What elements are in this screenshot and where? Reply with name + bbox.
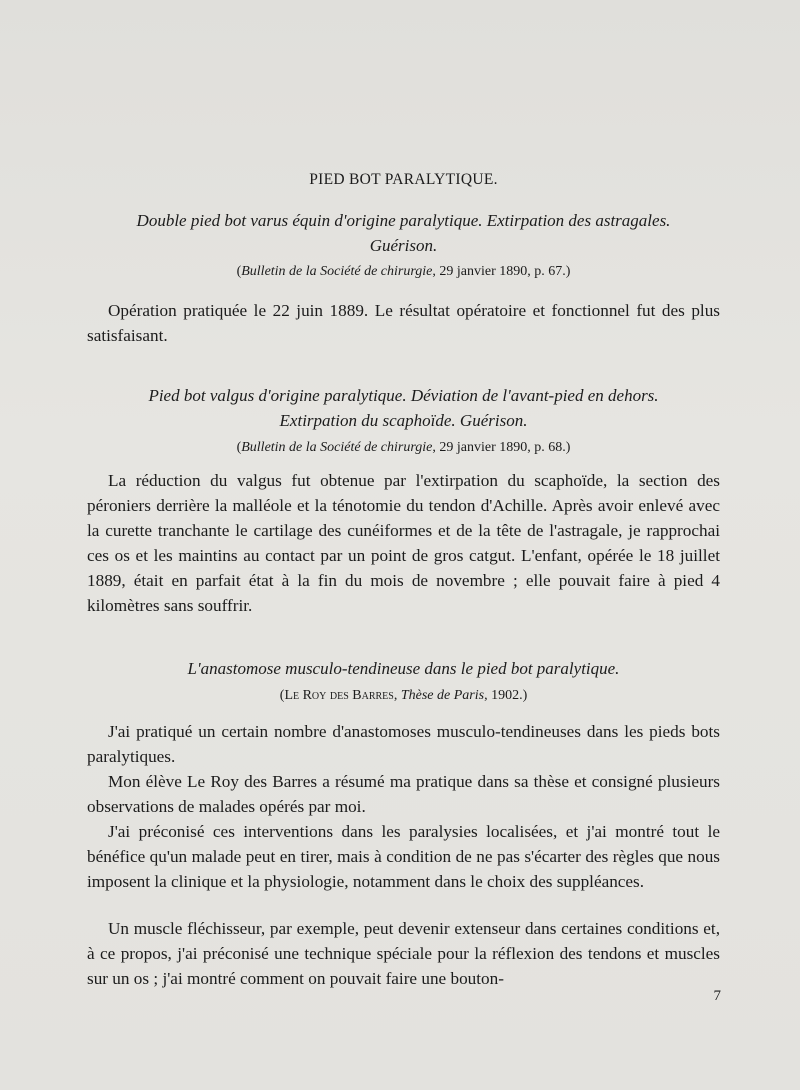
section-3-citation: (Le Roy des Barres, Thèse de Paris, 1902.): [279, 688, 528, 703]
section-2-paragraph-1: La réduction du valgus fut obtenue par l'extirpation du scaphoïde, la section des péroniers derrière la malléole et la ténotomie du tendon d'Achille. Après avoir enlevé avec la curette tranchante le cartilage des cunéiformes et de la tête de l'astragale, je rapprochai ces os et les maintins au contact par un point de gros catgut. L'enfant, opérée le 18 juillet 1889, était en parfait état à la fin du mois de novembre ; elle pouvait faire à pied 4 kilomètres sans souffrir.: [87, 471, 720, 615]
section-1-citation: (Bulletin de la Société de chirurgie, 29 janvier 1890, p. 67.): [236, 264, 571, 279]
section-3-paragraph-4: Un muscle fléchisseur, par exemple, peut devenir extenseur dans certaines conditions et, à ce propos, j'ai préconisé une technique spéciale pour la réflexion des tendons et muscles sur un os ; j'ai montré comment on pouvait faire une bouton-: [87, 919, 720, 988]
section-3-title-line-1: L'anastomose musculo-tendineuse dans le pied bot paralytique.: [187, 659, 620, 678]
citation-source: Bulletin de la Société de chirurgie: [241, 440, 433, 455]
citation-source: Bulletin de la Société de chirurgie: [241, 264, 433, 279]
section-1-paragraph-1: Opération pratiquée le 22 juin 1889. Le résultat opératoire et fonctionnel fut des plus satisfaisant.: [87, 301, 720, 345]
section-3-paragraph-1: J'ai pratiqué un certain nombre d'anastomoses musculo-tendineuses dans les pieds bots paralytiques.: [87, 722, 720, 766]
section-3-paragraph-3: J'ai préconisé ces interventions dans les paralysies localisées, et j'ai montré tout le bénéfice qu'un malade peut en tirer, mais à condition de ne pas s'écarter des règles que nous imposent la clinique et la physiologie, notamment dans le choix des suppléances.: [87, 822, 720, 891]
section-1-title-line-1: Double pied bot varus équin d'origine paralytique. Extirpation des astragales.: [136, 211, 671, 230]
chapter-heading: PIED BOT PARALYTIQUE.: [309, 171, 498, 188]
section-1-title-line-2: Guérison.: [369, 236, 438, 255]
section-3-title: [87, 656, 720, 681]
section-3-paragraph-2: Mon élève Le Roy des Barres a résumé ma pratique dans sa thèse et consigné plusieurs observations de malades opérés par moi.: [87, 772, 720, 816]
page-number: 7: [713, 988, 721, 1004]
citation-source: Thèse de Paris: [400, 688, 485, 703]
section-2-title-line-1: Pied bot valgus d'origine paralytique. Déviation de l'avant-pied en dehors.: [148, 386, 659, 405]
citation-author: Le Roy des Barres: [284, 688, 394, 703]
section-2-title-line-2: Extirpation du scaphoïde. Guérison.: [279, 411, 528, 430]
section-2-citation: (Bulletin de la Société de chirurgie, 29 janvier 1890, p. 68.): [236, 440, 571, 455]
section-1-title: [87, 208, 720, 258]
section-2-title: [87, 383, 720, 433]
